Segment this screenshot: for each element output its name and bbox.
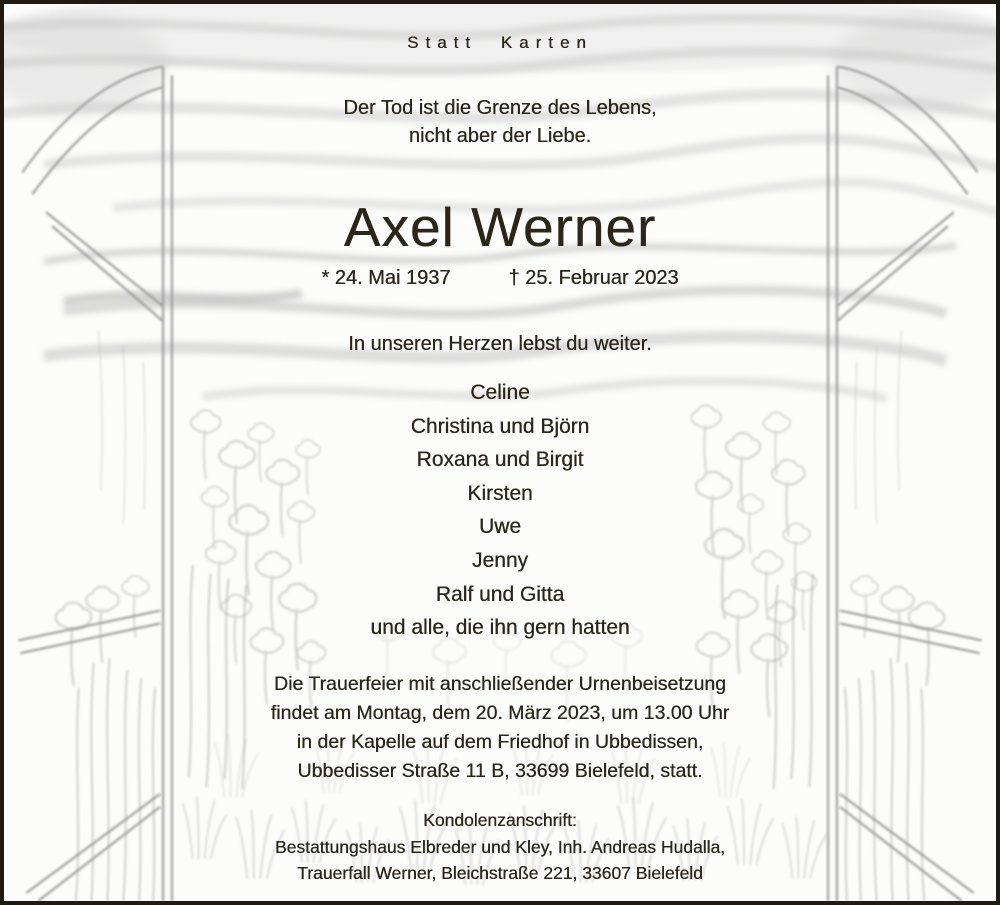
header-note: Statt Karten <box>407 33 593 52</box>
mourners-list <box>4 376 996 645</box>
funeral-line-4: Ubbedisser Straße 11 B, 33699 Bielefeld, statt. <box>297 760 703 782</box>
mourner-line: Uwe <box>478 515 521 539</box>
mourner-line: Kirsten <box>467 481 533 505</box>
funeral-line-3: in der Kapelle auf dem Friedhof in Ubbedissen, <box>296 731 704 753</box>
condolence-line-2: Trauerfall Werner, Bleichstraße 221, 33607 Bielefeld <box>297 863 703 883</box>
mourner-line: Christina und Björn <box>410 414 590 438</box>
birth-date: * 24. Mai 1937 <box>321 267 451 289</box>
epigraph <box>4 94 996 150</box>
epigraph-line-2: nicht aber der Liebe. <box>408 125 592 147</box>
condolence-label: Kondolenzanschrift: <box>423 810 577 830</box>
funeral-line-2: findet am Montag, dem 20. März 2023, um 13.00 Uhr <box>270 702 730 724</box>
mourner-line: Jenny <box>471 548 529 572</box>
epigraph-line-1: Der Tod ist die Grenze des Lebens, <box>343 97 657 119</box>
life-dates <box>4 267 996 290</box>
condolence-address <box>4 807 996 887</box>
dedication-line: In unseren Herzen lebst du weiter. <box>348 333 652 355</box>
funeral-line-1: Die Trauerfeier mit anschließender Urnenbeisetzung <box>274 673 726 695</box>
mourner-line: Celine <box>470 381 530 404</box>
condolence-line-1: Bestattungshaus Elbreder und Kley, Inh. Andreas Hudalla, <box>274 836 726 857</box>
death-date: † 25. Februar 2023 <box>508 267 679 289</box>
mourner-line: Roxana und Birgit <box>416 448 584 472</box>
mourner-line: Ralf und Gitta <box>435 582 565 606</box>
funeral-details <box>4 670 996 786</box>
deceased-name: Axel Werner <box>343 196 657 258</box>
mourner-line: und alle, die ihn gern hatten <box>370 616 630 640</box>
